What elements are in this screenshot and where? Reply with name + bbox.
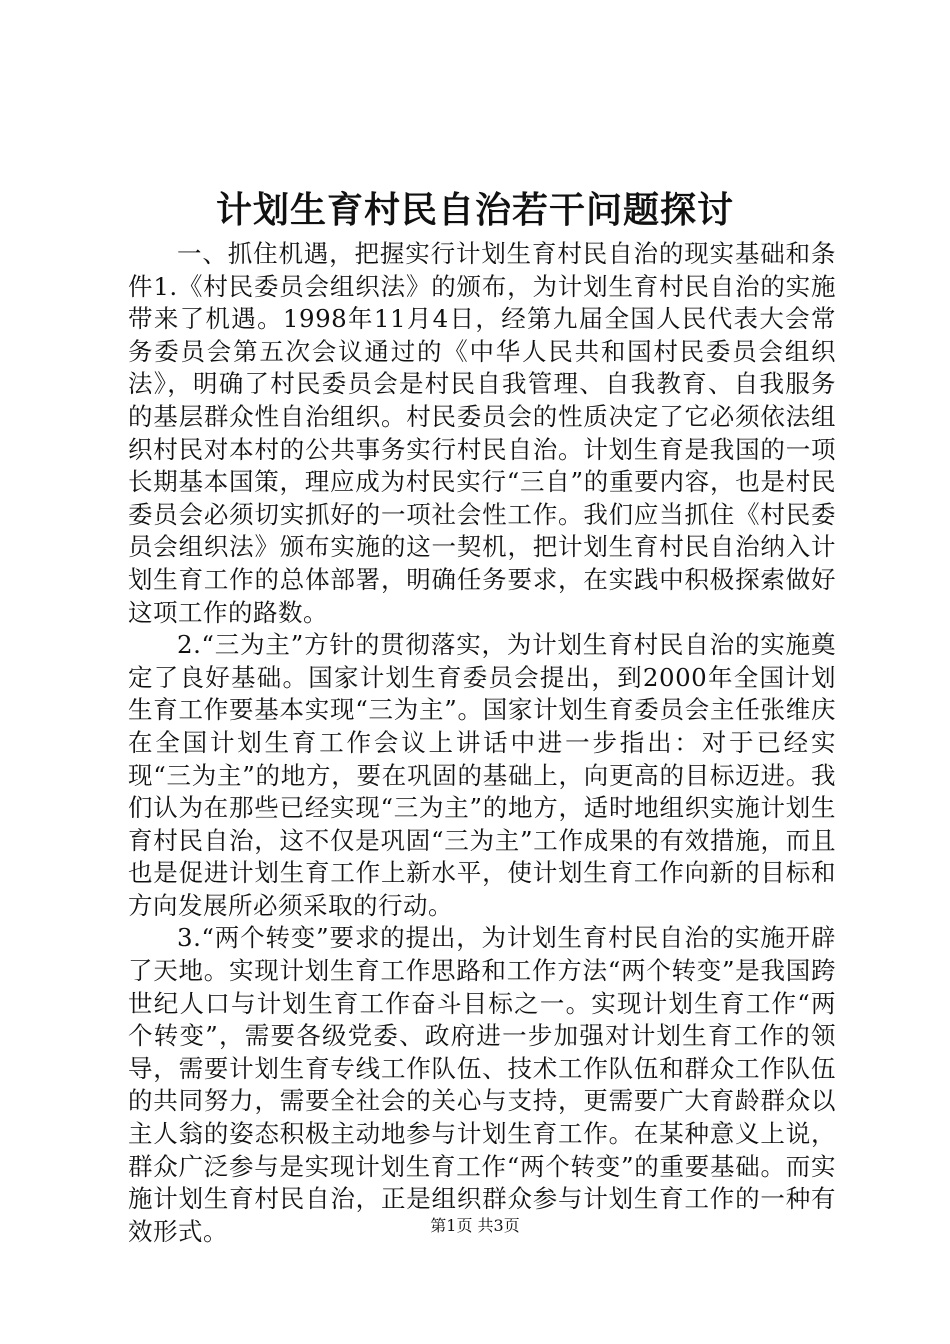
document-body <box>128 238 836 1248</box>
paragraph-2: 2.“三为主”方针的贯彻落实，为计划生育村民自治的实施奠定了良好基础。国家计划生育委员会提出，到2000年全国计划生育工作要基本实现“三为主”。国家计划生育委员会主任张维庆在全国计划生育工作会议上讲话中进一步指出：对于已经实现“三为主”的地方，要在巩固的基础上，向更高的目标迈进。我们认为在那些已经实现“三为主”的地方，适时地组织实施计划生育村民自治，这不仅是巩固“三为主”工作成果的有效措施，而且也是促进计划生育工作上新水平，使计划生育工作向新的目标和方向发展所必须采取的行动。 <box>128 630 836 920</box>
document-title: 计划生育村民自治若干问题探讨 <box>215 189 734 231</box>
paragraph-1: 一、抓住机遇，把握实行计划生育村民自治的现实基础和条件1.《村民委员会组织法》的颁布，为计划生育村民自治的实施带来了机遇。1998年11月4日，经第九届全国人民代表大会常务委员会第五次会议通过的《中华人民共和国村民委员会组织法》，明确了村民委员会是村民自我管理、自我教育、自我服务的基层群众性自治组织。村民委员会的性质决定了它必须依法组织村民对本村的公共事务实行村民自治。计划生育是我国的一项长期基本国策，理应成为村民实行“三自”的重要内容，也是村民委员会必须切实抓好的一项社会性工作。我们应当抓住《村民委员会组织法》颁布实施的这一契机，把计划生育村民自治纳入计划生育工作的总体部署，明确任务要求，在实践中积极探索做好这项工作的路数。 <box>128 239 836 627</box>
page-number-footer: 第1页 共3页 <box>430 1216 520 1235</box>
paragraph-3: 3.“两个转变”要求的提出，为计划生育村民自治的实施开辟了天地。实现计划生育工作思路和工作方法“两个转变”是我国跨世纪人口与计划生育工作奋斗目标之一。实现计划生育工作“两个转变”，需要各级党委、政府进一步加强对计划生育工作的领导，需要计划生育专线工作队伍、技术工作队伍和群众工作队伍的共同努力，需要全社会的关心与支持，更需要广大育龄群众以主人翁的姿态积极主动地参与计划生育工作。在某种意义上说，群众广泛参与是实现计划生育工作“两个转变”的重要基础。而实施计划生育村民自治，正是组织群众参与计划生育工作的一种有效形式。 <box>128 923 836 1246</box>
